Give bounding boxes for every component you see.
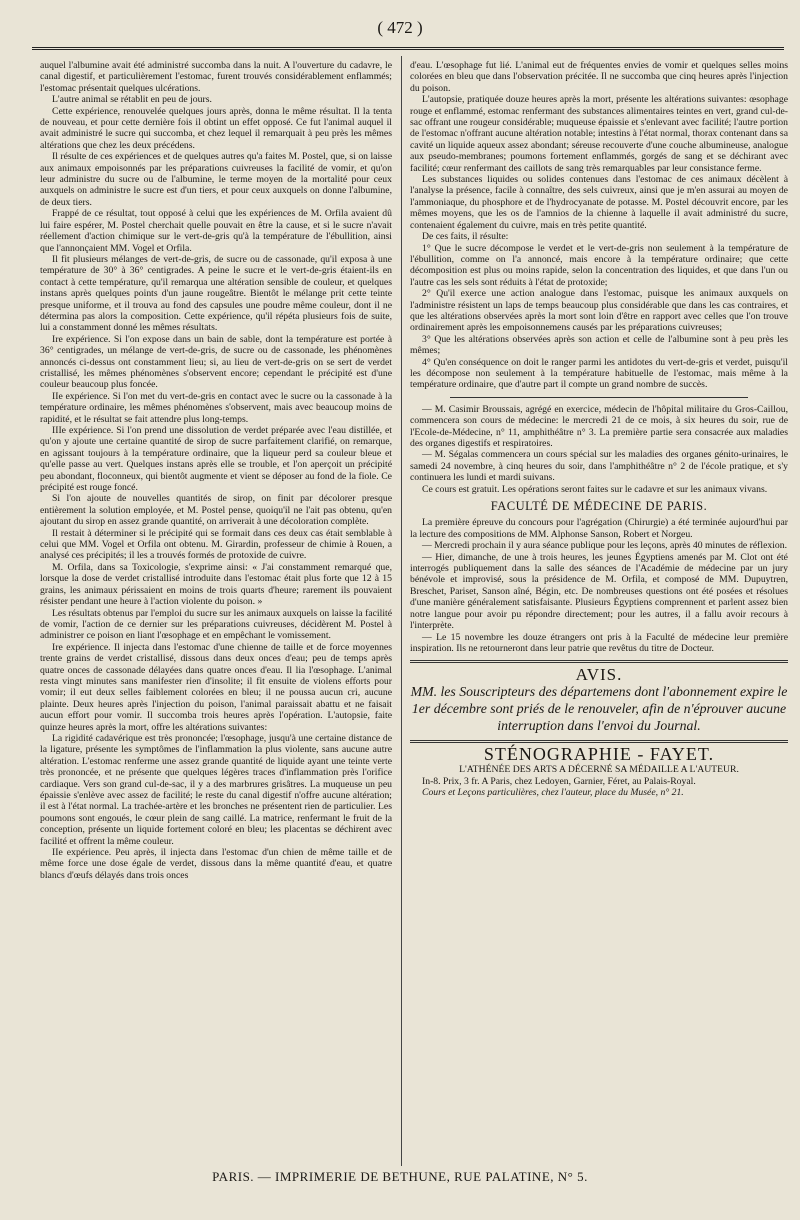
news-item: Ce cours est gratuit. Les opérations seront faites sur le cadavre et sur les animaux vivans. bbox=[422, 483, 768, 495]
paragraph: IIe expérience. Peu après, il injecta dans l'estomac d'un chien de même taille et de même force une dose égale de verdet, dissous dans la même quantité d'eau, et quatre blancs d'œufs délayés dans trois onces bbox=[40, 847, 392, 881]
paragraph: Les substances liquides ou solides contenues dans l'estomac de ces animaux décèlent à l'analyse la présence, facile à connaître, des sels cuivreux, ainsi que je m'en assurai au moyen de l'ammoniaque, du phosphore et de l'hydrocyanate de potasse. M. Postel découvrit encore, par les mêmes moyens, que les os de l'amnios de la chienne à laquelle il avait administré du sucre, contenaient également du cuivre, mais en très petite quantité. bbox=[410, 174, 788, 231]
news-item: — M. Casimir Broussais, agrégé en exercice, médecin de l'hôpital militaire du Gros-Caillou, commencera son cours de médecine: le mercredi 21 de ce mois, à six heures du soir, rue de l'Ecole-de-Médecine, n° 11, amphithéâtre n° 3. La première partie sera consacrée aux maladies des organes digestifs et respiratoires. bbox=[410, 403, 788, 449]
paragraph: Il restait à déterminer si le précipité qui se formait dans ces deux cas était semblable à celui que MM. Vogel et Orfila ont obtenu. M. Girardin, professeur de chimie à Rouen, a analysé ces précipités; il les a trouvés formés de protoxide de cuivre. bbox=[40, 527, 392, 562]
faculte-heading: FACULTÉ DE MÉDECINE DE PARIS. bbox=[490, 499, 708, 514]
avis-title: AVIS. bbox=[575, 665, 623, 685]
paragraph: IIIe expérience. Si l'on prend une dissolution de verdet préparée avec l'eau distillée, et qu'on y ajoute une certaine quantité de sirop de sucre parfaitement clarifié, on remarque, en agissant toujours à la température ordinaire, que la liqueur perd sa couleur bleue et qu'elle passe au vert. Quelques instans après elle se trouble, et l'on aperçoit un précipité peu abondant, floconneux, qui bientôt augmente et vient se déposer au fond de la fiole. Ce précipité est rouge foncé. bbox=[40, 425, 392, 494]
paragraph: Si l'on ajoute de nouvelles quantités de sirop, on finit par décolorer presque entièrement la solution employée, et M. Postel pense, quoiqu'il ne l'ait pas obtenu, qu'en ajoutant du sirop en assez grande quantité, on arriverait à une décoloration complète. bbox=[40, 493, 392, 528]
paragraph: 1° Que le sucre décompose le verdet et le vert-de-gris non seulement à la température de l'ébullition, comme on l'a annoncé, mais encore à la température ordinaire; que cette décomposition est plus ou moins rapide, selon la concentration des liquides, et que dans l'un ou l'autre cas les sels sont réduits à l'état de protoxide; bbox=[410, 242, 788, 288]
left-column bbox=[40, 60, 392, 881]
paragraph: 4° Qu'en conséquence on doit le ranger parmi les antidotes du vert-de-gris et verdet, puisqu'il les décompose non seulement à la température habituelle de l'estomac, mais même à la température ordinaire, que d'autre part il compte un grand nombre de succès. bbox=[410, 356, 788, 391]
faculte-paragraph: — Mercredi prochain il y aura séance publique pour les leçons, après 40 minutes de réflexion. bbox=[422, 540, 788, 552]
paragraph: Ire expérience. Il injecta dans l'estomac d'une chienne de taille et de force moyennes trente grains de verdet cristallisé, dissous dans deux onces d'eau; peu de temps après quatre onces de cassonade délayées dans quatre onces d'eau. Il lia l'œsophage. L'animal resta vingt minutes sans manifester rien d'insolite; il fit ensuite de violens efforts pour vomir; il eut deux selles faiblement colorées en bleu; il ne poussa aucun cri, aucune plainte. Deux heures après l'injection du poison, l'animal paraissait abattu et ne faisait aucun effort pour vomir. Il succomba trois heures après l'opération. L'autopsie, faite quinze heures après la mort, offre les altérations suivantes: bbox=[40, 641, 392, 733]
paragraph: auquel l'albumine avait été administré succomba dans la nuit. A l'ouverture du cadavre, le canal digestif, et particulièrement l'estomac, furent trouvés considérablement enflammés; l'estomac présentait quelques ulcérations. bbox=[40, 60, 392, 94]
paragraph: d'eau. L'œsophage fut lié. L'animal eut de fréquentes envies de vomir et quelques selles moins colorées en bleu que dans l'observation précitée. Il ne succomba que cinq heures après l'injection du poison. bbox=[410, 60, 788, 94]
faculte-paragraph: — Hier, dimanche, de une à trois heures, les jeunes Égyptiens amenés par M. Clot ont été interrogés publiquement dans la salle des séances de l'Académie de médecine par un jury bénévole et improvisé, sous la présidence de M. Orfila, et composé de MM. Dupuytren, Breschet, Pariset, Sanson aîné, Bégin, etc. De nombreuses questions ont été posées et résolues d'une manière généralement satisfaisante. Plusieurs Égyptiens comprennent et parlent assez bien notre langue pour avoir pu répondre directement; pour les autres, il a fallu avoir recours à l'interprète. bbox=[410, 551, 788, 632]
faculte-paragraph: — Le 15 novembre les douze étrangers ont pris à la Faculté de médecine leur première inspiration. Ils ne retourneront dans leur patrie que revêtus du titre de Docteur. bbox=[410, 631, 788, 654]
paragraph: L'autopsie, pratiquée douze heures après la mort, présente les altérations suivantes: œsophage rouge et enflammé, estomac renfermant des substances alimentaires teintes en vert, grand cul-de-sac offrant une rougeur considérable; muqueuse épaissie et s'enlevant avec facilité; l'autre portion de l'estomac n'offrant aucune altération notable; intestins à l'état normal, thorax contenant dans sa cavité un liquide aqueux assez abondant; séreuse recouverte d'une couche albumineuse, analogue aux pseudo-membranes; poumons fortement enflammés, gorgés de sang et se déchirant avec facilité; cœur renfermant des caillots de sang très remarquables par leur consistance ferme. bbox=[410, 94, 788, 174]
steno-title: STÉNOGRAPHIE - FAYET. bbox=[483, 743, 715, 764]
paragraph: M. Orfila, dans sa Toxicologie, s'exprime ainsi: « J'ai constamment remarqué que, lorsque la dose de verdet cristallisé introduite dans l'estomac était plus forte que 12 à 15 grains, les animaux périssaient en moins de trois quarts d'heure; rarement ils pouvaient résister pendant une heure à l'action violente du poison. » bbox=[40, 561, 392, 608]
steno-subtitle: L'ATHÉNÉE DES ARTS A DÉCERNÉ SA MÉDAILLE A L'AUTEUR. bbox=[459, 764, 739, 776]
imprint-footer: PARIS. — IMPRIMERIE DE BETHUNE, RUE PALATINE, N° 5. bbox=[212, 1169, 588, 1184]
paragraph: La rigidité cadavérique est très prononcée; l'œsophage, jusqu'à une certaine distance de la ligature, présente les symptômes de l'inflammation la plus violente, sans aucune autre altération. L'estomac renferme une assez grande quantité de liquide ayant une teinte verte très prononcée, et ne présente que quelques légères traces d'inflammation près l'orifice cardiaque. Vers son grand cul-de-sac, il y a des marbrures grisâtres. La muqueuse un peu épaissie s'enlève avec assez de facilité; le reste du canal digestif n'offre aucune altération; il est à l'état normal. La trachée-artère et les bronches ne présentent rien de particulier. Les poumons sont engoués, le cœur plein de sang caillé. La matrice, renfermant le fruit de la conception, présente un liquide fortement coloré en bleu; les placentas se déchirent avec facilité et offrent la même couleur. bbox=[40, 732, 392, 847]
right-column bbox=[410, 60, 788, 798]
steno-line: In-8. Prix, 3 fr. A Paris, chez Ledoyen, Garnier, Féret, au Palais-Royal. bbox=[422, 775, 696, 787]
paragraph: Il fit plusieurs mélanges de vert-de-gris, de sucre ou de cassonade, qu'il exposa à une température de 30° à 36° centigrades. A peine le sucre et le vert-de-gris étaient-ils en contact à cette température, qu'il remarqua une altération sensible de couleur, et quelques instans après quelques points d'un jaune rougeâtre. Bientôt le mélange prit cette teinte presque uniforme, et il trouva au fond des capsules une poudre même couleur, dont il ne détermina pas alors la composition. Cette expérience, qu'il répéta plusieurs fois de suite, lui a constamment donné les mêmes résultats. bbox=[40, 253, 392, 334]
page-number: ( 472 ) bbox=[377, 18, 423, 37]
paragraph: Cette expérience, renouvelée quelques jours après, donna le même résultat. Il la tenta de nouveau, et pour cette dernière fois il obtint un effet opposé. Ce fut l'animal auquel il avait administré le sucre qui succomba, et chez lequel il remarquait à peu près les mêmes altérations que chez les deux précédens. bbox=[40, 105, 392, 151]
section-rule bbox=[450, 397, 748, 398]
steno-line: Cours et Leçons particulières, chez l'auteur, place du Musée, n° 21. bbox=[422, 786, 684, 798]
paragraph: Les résultats obtenus par l'emploi du sucre sur les animaux auxquels on laisse la facilité de vomir, l'action de ce dernier sur les préparations cuivreuses, décidèrent M. Postel à administrer ce poison en liant l'œsophage et en empêchant le vomissement. bbox=[40, 607, 392, 642]
section-double-rule bbox=[410, 740, 788, 743]
column-divider bbox=[401, 56, 402, 1166]
paragraph: IIe expérience. Si l'on met du vert-de-gris en contact avec le sucre ou la cassonade à la température ordinaire, les mêmes phénomènes s'observent, mais avec beaucoup moins de rapidité, et le résultat se fait attendre plus long-temps. bbox=[40, 390, 392, 425]
paragraph: Frappé de ce résultat, tout opposé à celui que les expériences de M. Orfila avaient dû lui faire espérer, M. Postel cherchait quelle pouvait en être la cause, et si le sucre n'avait réellement d'action chimique sur le vert-de-gris qu'à la température de l'ébullition, ainsi que l'annonçaient MM. Vogel et Orfila. bbox=[40, 208, 392, 254]
faculte-paragraph: La première épreuve du concours pour l'agrégation (Chirurgie) a été terminée aujourd'hui par la lecture des compositions de MM. Alphonse Sanson, Robert et Norgeu. bbox=[410, 517, 788, 540]
paragraph: De ces faits, il résulte: bbox=[422, 231, 509, 243]
paragraph: Il résulte de ces expériences et de quelques autres qu'a faites M. Postel, que, si on laisse aux animaux empoisonnés par les préparations cuivreuses la facilité de vomir, et qu'on leur administre du sucre ou de l'albumine, le terme moyen de la mortalité pour ceux auxquels on administre le sucre est d'un tiers, et pour ceux auxquels on donne l'albumine, de deux tiers. bbox=[40, 151, 392, 208]
paragraph: Ire expérience. Si l'on expose dans un bain de sable, dont la température est portée à 36° centigrades, un mélange de vert-de-gris, de sucre ou de cassonade, les phénomènes annoncés ci-dessus ont constamment lieu; si, au lieu de vert-de-gris on se sert de verdet cristallisé, les mêmes phénomènes s'observent encore; cependant le précipité est d'une couleur beaucoup plus foncée. bbox=[40, 333, 392, 391]
paragraph: L'autre animal se rétablit en peu de jours. bbox=[52, 94, 212, 106]
paragraph: 3° Que les altérations observées après son action et celle de l'albumine sont à peu près les mêmes; bbox=[410, 333, 788, 357]
news-item: — M. Ségalas commencera un cours spécial sur les maladies des organes génito-urinaires, le samedi 24 novembre, à cinq heures du soir, dans l'amphithéâtre n° 2 de l'école pratique, et s'y continuera les lundi et mardi suivans. bbox=[410, 449, 788, 484]
top-double-rule bbox=[32, 47, 784, 50]
avis-text: MM. les Souscripteurs des départemens dont l'abonnement expire le 1er décembre sont priés de le renouveler, afin de n'éprouver aucune interruption dans l'envoi du Journal. bbox=[410, 683, 788, 733]
paragraph: 2° Qu'il exerce une action analogue dans l'estomac, puisque les animaux auxquels on l'administre résistent un laps de temps beaucoup plus considérable que dans les cas contraires, et que les altérations observées après la mort sont loin d'être en rapport avec celles que l'on trouve ordinairement après les empoisonnemens causés par les préparations cuivreuses; bbox=[410, 288, 788, 334]
section-double-rule bbox=[410, 660, 788, 663]
